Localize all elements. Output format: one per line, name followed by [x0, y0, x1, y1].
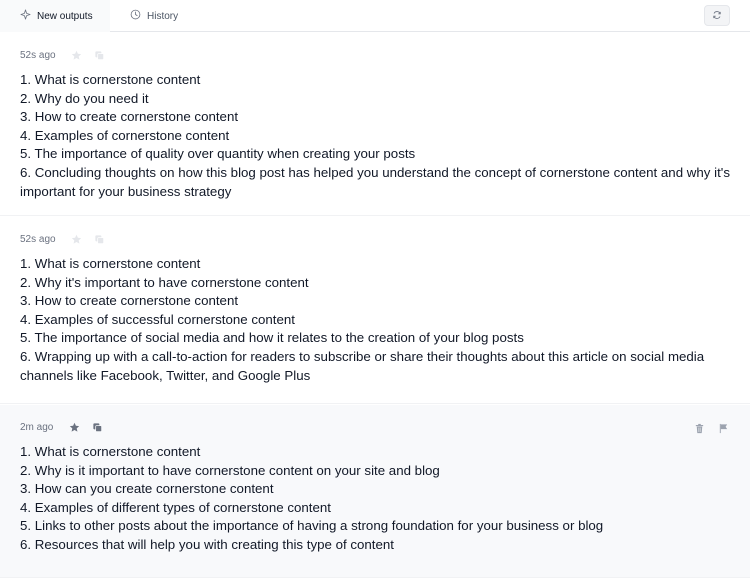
sparkle-icon — [20, 9, 31, 23]
trash-icon[interactable] — [692, 421, 706, 435]
output-line: 4. Examples of different types of cornerstone content — [20, 499, 331, 515]
output-line: 4. Examples of successful cornerstone content — [20, 311, 295, 327]
output-line: 1. What is cornerstone content — [20, 444, 201, 459]
output-card — [0, 405, 750, 578]
tab-new-outputs[interactable] — [0, 0, 110, 32]
output-text — [20, 255, 735, 385]
output-line: 2. Why is it important to have cornerstone content on your site and blog — [20, 462, 440, 478]
output-line: 5. Links to other posts about the importance of having a strong foundation for your business or blog — [20, 518, 604, 534]
tab-new-outputs-label: New outputs — [37, 10, 93, 22]
output-line: 2. Why it's important to have cornerstone content — [20, 274, 309, 290]
output-line: 4. Examples of cornerstone content — [20, 127, 230, 143]
output-card — [0, 33, 750, 216]
refresh-icon — [712, 7, 722, 25]
output-meta — [20, 420, 104, 434]
output-line: 1. What is cornerstone content — [20, 72, 201, 87]
output-line: 3. How to create cornerstone content — [20, 109, 239, 125]
output-line: 1. What is cornerstone content — [20, 256, 201, 271]
output-line: 6. Concluding thoughts on how this blog post has helped you understand the concept of cornerstone content and why it's important for your business strategy — [20, 164, 730, 199]
output-line: 5. The importance of quality over quantity when creating your posts — [20, 146, 416, 162]
output-meta — [20, 232, 107, 246]
clock-icon — [130, 9, 141, 23]
output-line: 6. Wrapping up with a call-to-action for readers to subscribe or share their thoughts about this article on social media channels like Facebook, Twitter, and Google Plus — [20, 348, 705, 383]
tab-bar — [0, 0, 750, 32]
output-line: 5. The importance of social media and how it relates to the creation of your blog posts — [20, 330, 524, 346]
output-timestamp: 52s ago — [20, 233, 56, 245]
star-icon[interactable] — [70, 232, 84, 246]
copy-icon[interactable] — [93, 232, 107, 246]
tab-history[interactable] — [130, 0, 178, 32]
output-timestamp: 2m ago — [20, 421, 54, 433]
flag-icon[interactable] — [716, 421, 730, 435]
copy-icon[interactable] — [93, 48, 107, 62]
output-line: 3. How can you create cornerstone content — [20, 481, 274, 497]
refresh-button[interactable] — [704, 5, 730, 26]
output-line: 3. How to create cornerstone content — [20, 293, 239, 309]
output-card — [0, 217, 750, 404]
output-text — [20, 71, 735, 201]
output-line: 2. Why do you need it — [20, 90, 149, 106]
copy-icon[interactable] — [90, 420, 104, 434]
output-text — [20, 443, 735, 555]
star-icon[interactable] — [67, 420, 81, 434]
tab-history-label: History — [147, 10, 179, 22]
output-timestamp: 52s ago — [20, 49, 56, 61]
output-actions — [692, 421, 730, 435]
star-icon[interactable] — [70, 48, 84, 62]
output-line: 6. Resources that will help you with creating this type of content — [20, 536, 394, 552]
output-meta — [20, 48, 107, 62]
